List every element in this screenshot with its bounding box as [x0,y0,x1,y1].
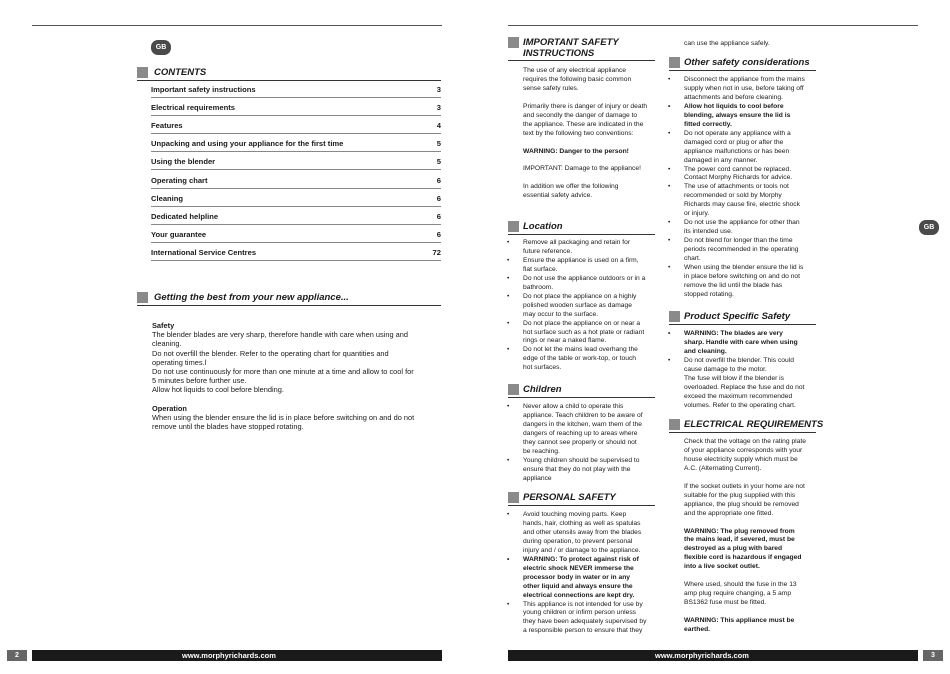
toc-page: 5 [436,139,441,149]
toc-page: 6 [436,229,441,239]
text-line: BS1362 fuse must be fitted. [684,599,767,607]
page-number-left: 2 [7,650,27,661]
text-line: may occur to the surface. [523,310,599,318]
text-line: WARNING: The blades are very [684,330,783,337]
continue-text [684,40,820,49]
list-item [684,219,820,237]
list-item [523,346,659,373]
contents-heading [137,67,441,78]
text-line: young children or infirm person unless [523,609,637,617]
text-line: during operation, to prevent personal [523,537,633,545]
text-line: overloaded. Replace the fuse and do not [684,383,805,391]
heading-underline [137,305,441,307]
toc-page: 5 [436,157,441,167]
text-line: Check that the voltage on the rating plate [684,438,806,445]
electrical-text [684,438,820,635]
text-line: appliance, the plug should be removed [684,500,799,508]
text-line: attachments and before cleaning. [684,93,783,101]
text-line: Do not operate any appliance with a [684,129,791,137]
personal-heading [508,492,655,503]
location-title: Location [523,221,563,232]
heading-square-icon [508,384,519,395]
text-line: volumes. Refer to the operating chart. [684,401,796,409]
text-line: periods recommended in the operating [684,246,799,254]
text-line: dangers of reaching up to areas where [523,429,638,437]
safety-heading: Safety [152,321,175,330]
text-line: chart. [684,255,701,263]
left-body-text [152,321,447,431]
toc-row [151,207,441,225]
text-line: rings or near a naked flame. [523,337,607,345]
text-line: The fuse will blow if the blender is [684,374,784,382]
text-line: and cleaning. [684,347,727,355]
text-line: Never allow a child to operate this [523,403,624,410]
text-line: and other utensils away from the blades [523,528,642,536]
list-item [523,293,659,320]
operation-heading: Operation [152,403,187,413]
text-line: suitable for the plug supplied with this [684,491,796,499]
operation-line: When using the blender ensure the lid is in place before switching on and do not [152,412,415,422]
list-item [523,601,659,637]
text-line: destroyed as a plug with bared [684,545,783,553]
text-line: Do not use the appliance outdoors or in a [523,274,646,282]
text-line: stopped rotating. [684,290,734,298]
heading-square-icon [508,492,519,503]
heading-underline [508,60,655,62]
toc-row [151,225,441,243]
toc-page: 6 [436,211,441,221]
other-heading [669,57,816,68]
text-line: future reference. [523,247,573,255]
language-badge-gb-side: GB [919,220,939,235]
list-item [523,556,659,601]
safety-line: The blender blades are very sharp, therefore handle with care when using and [152,330,408,340]
text-line: supply when not in use, before taking off [684,84,804,92]
list-item [684,357,820,411]
toc-row [151,116,441,134]
text-line: in place before switching on and do not [684,272,800,280]
heading-square-icon [669,57,680,68]
top-rule-right [508,25,918,26]
offer-paragraph [523,183,659,201]
toc-label: Operating chart [151,175,208,185]
text-line: WARNING: This appliance must be [684,617,795,624]
text-line: ensure that they do not play with the [523,465,631,473]
important-paragraph [523,67,659,94]
heading-square-icon [669,311,680,322]
children-title: Children [523,384,562,395]
operation-line: remove until the blades have stopped rotating. [152,422,304,432]
text-line: the appliance. These are indicated in the [523,120,644,128]
important-safety-heading [508,37,655,59]
other-list [684,76,820,300]
text-line: Allow hot liquids to cool before [684,102,784,110]
list-item [684,330,820,357]
text-line: flexible cord is hazardous if engaged [684,554,802,562]
electrical-paragraph [684,581,820,608]
text-line: If the socket outlets in your home are not [684,482,805,490]
text-line: sense safety rules. [523,84,579,92]
list-item [523,403,659,457]
text-line: Contact Morphy Richards for advice. [684,174,793,182]
toc-row [151,189,441,207]
text-line: cause damage to the motor. [684,365,767,373]
text-line: WARNING: The plug removed from [684,527,795,535]
text-line: Do not overfill the blender. This could [684,356,794,364]
text-line: earthed. [684,625,711,633]
text-line: Do not blend for longer than the time [684,237,793,245]
list-item [684,237,820,264]
safety-line: Do not overfill the blender. Refer to the operating chart for quantities and [152,348,389,358]
text-line: requires the following basic common [523,75,632,83]
safety-line: 5 minutes before further use. [152,376,247,386]
text-line: Do not place the appliance on a highly [523,292,637,300]
text-line: Richards may cause fire, electric shock [684,201,800,209]
heading-underline [508,234,655,236]
text-line: exceed the maximum recommended [684,392,793,400]
toc-label: Using the blender [151,157,216,167]
electrical-heading [669,419,824,430]
heading-underline [669,324,816,326]
warning-danger: WARNING: Danger to the person! [523,147,629,155]
children-heading [508,384,655,395]
text-line: In addition we offer the following [523,183,619,191]
text-line: appliance [523,474,552,482]
heading-underline [508,397,655,399]
important-damage: IMPORTANT: Damage to the appliance! [523,165,641,173]
text-line: they have been adequately supervised by [523,618,647,626]
toc-label: Dedicated helpline [151,211,219,221]
text-line: fitted correctly. [684,120,732,128]
text-line: sharp. Handle with care when using [684,338,798,346]
text-line: recommended or sold by Morphy [684,192,782,200]
toc-row [151,98,441,116]
toc-page: 3 [436,103,441,113]
toc-page: 3 [436,85,441,95]
safety-line: Do not use continuously for more than one minute at a time and allow to cool for [152,367,414,377]
text-line: A.C. (Alternating Current). [684,464,762,472]
product-heading [669,311,816,322]
contents-title: CONTENTS [154,67,207,78]
text-line: Avoid touching moving parts. Keep [523,511,627,518]
text-line: Remove all packaging and retain for [523,239,631,246]
children-list [523,403,659,484]
toc-label: Your guarantee [151,229,207,239]
text-line: injury and / or damage to the appliance. [523,546,641,554]
text-line: dangers in the kitchen, warn them of the [523,420,642,428]
text-line: other liquid and always ensure the [523,582,633,590]
list-item [684,76,820,103]
toc-label: Features [151,121,183,131]
text-line: essential safety advice. [523,192,593,200]
text-line: Where used, should the fuse in the 13 [684,581,797,589]
text-line: The use of any electrical appliance [523,67,626,74]
heading-underline [669,70,816,72]
personal-title: PERSONAL SAFETY [523,492,616,503]
heading-square-icon [508,221,519,232]
list-item [684,264,820,300]
list-item [523,320,659,347]
text-line: amp plug require changing, a 5 amp [684,590,792,598]
text-line: they cannot see properly or should not [523,438,637,446]
text-line: remove the lid until the blade has [684,281,783,289]
toc-label: Cleaning [151,193,184,203]
text-line: bathroom. [523,283,554,291]
text-line: its intended use. [684,228,733,236]
toc-row [151,152,441,170]
text-line: hot surface such as a hot plate or radiant [523,328,645,336]
toc-page: 4 [436,121,441,131]
text-line: electrical connections are kept dry. [523,591,635,599]
text-line: the mains lead, if severed, must be [684,536,795,544]
important-paragraph [523,103,659,139]
heading-square-icon [508,37,519,48]
toc-page: 6 [436,193,441,203]
toc-page: 6 [436,175,441,185]
toc-label: Electrical requirements [151,103,235,113]
text-line: polished wooden surface as damage [523,301,632,309]
important-title-line2: INSTRUCTIONS [523,48,595,59]
text-line: a responsible person to ensure that they [523,627,643,635]
text-line: The power cord cannot be replaced. [684,165,792,173]
toc-row [151,134,441,152]
website-link[interactable]: www.morphyrichards.com [182,651,276,660]
text-line: and secondly the danger of damage to [523,111,638,119]
text-line: blending, always ensure the lid is [684,111,791,119]
text-line: be reaching. [523,447,560,455]
heading-square-icon [669,419,680,430]
product-title: Product Specific Safety [684,311,791,322]
text-line: house electricity supply which must be [684,455,798,463]
product-list [684,330,820,411]
text-line: damaged cord or plug or after the [684,138,784,146]
electrical-paragraph [684,438,820,474]
safety-line: Allow hot liquids to cool before blending. [152,385,284,395]
other-title: Other safety considerations [684,57,810,68]
text-line: Do not place the appliance on or near a [523,319,641,327]
continue-line: can use the appliance safely. [684,40,770,47]
personal-list [523,511,659,636]
heading-square-icon [137,292,148,303]
important-text [523,67,659,201]
electrical-warning [684,617,820,635]
heading-square-icon [137,67,148,78]
top-rule-left [32,25,442,26]
contents-table [151,80,441,261]
list-item [684,166,820,184]
list-item [523,457,659,484]
electrical-title: ELECTRICAL REQUIREMENTS [684,419,824,430]
footer-bar-right [508,650,918,661]
list-item [523,511,659,556]
text-line: WARNING: To protect against risk of [523,555,639,563]
page-number-right: 3 [923,650,943,661]
language-badge-gb: GB [151,40,171,55]
text-line: appliance malfunctions or has been [684,147,790,155]
location-heading [508,221,655,232]
toc-page: 72 [432,247,441,257]
text-line: The use of attachments or tools not [684,183,789,191]
important-safety-title [523,37,619,59]
important-title-line1: IMPORTANT SAFETY [523,37,619,48]
list-item [684,130,820,166]
safety-line: cleaning. [152,339,182,349]
toc-label: Unpacking and using your appliance for the first time [151,139,344,149]
electrical-warning [684,528,820,573]
text-line: Primarily there is danger of injury or death [523,102,648,110]
list-item [684,103,820,130]
heading-underline [508,505,655,507]
safety-line: operating times.l [152,357,207,367]
text-line: Do not let the mains lead overhang the [523,346,638,354]
text-line: damaged in any manner. [684,156,758,164]
text-line: When using the blender ensure the lid is [684,264,804,272]
text-line: Young children should be supervised to [523,456,640,464]
text-line: or injury. [684,210,710,218]
text-line: appliance. Teach children to be aware of [523,411,643,419]
text-line: processor body in water or in any [523,573,631,581]
list-item [523,275,659,293]
best-title: Getting the best from your new appliance... [154,292,349,303]
text-line: hot surfaces. [523,364,562,372]
website-link[interactable]: www.morphyrichards.com [655,651,749,660]
text-line: Disconnect the appliance from the mains [684,76,805,83]
text-line: electric shock NEVER immerse the [523,564,634,572]
list-item [523,239,659,257]
text-line: hands, hair, clothing as well as spatulas [523,519,641,527]
text-line: text by the following two conventions: [523,129,634,137]
footer-bar-left [32,650,442,661]
list-item [684,183,820,219]
text-line: into a live socket outlet. [684,563,760,571]
toc-label: Important safety instructions [151,85,256,95]
list-item [523,257,659,275]
best-heading [137,292,441,303]
toc-row [151,80,441,98]
text-line: This appliance is not intended for use by [523,600,643,608]
toc-row [151,170,441,188]
toc-row [151,243,441,261]
text-line: Ensure the appliance is used on a firm, [523,256,639,264]
text-line: and the appropriate one fitted. [684,509,774,517]
text-line: of your appliance corresponds with your [684,446,803,454]
heading-underline [669,432,816,434]
text-line: edge of the table or work-top, or touch [523,355,637,363]
toc-label: International Service Centres [151,247,257,257]
text-line: Do not use the appliance for other than [684,219,800,227]
location-list [523,239,659,373]
text-line: flat surface. [523,265,558,273]
electrical-paragraph [684,483,820,519]
